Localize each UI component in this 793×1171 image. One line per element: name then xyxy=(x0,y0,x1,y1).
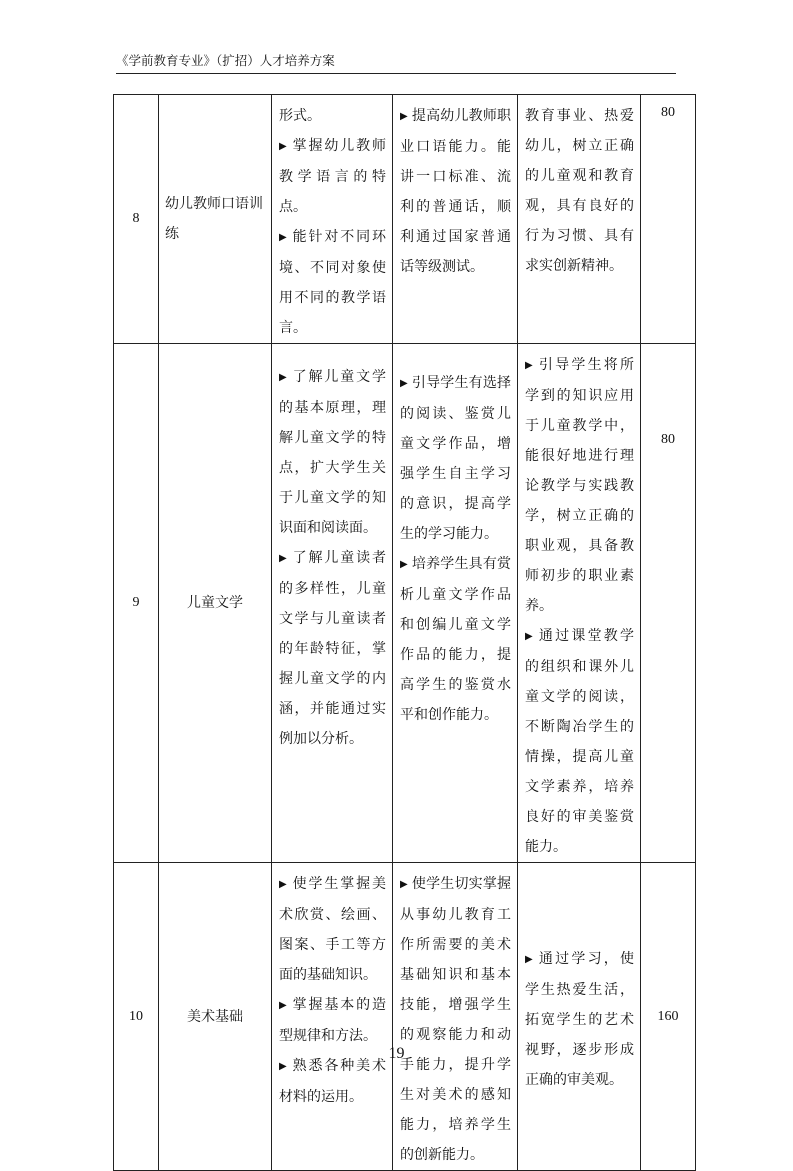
paragraph xyxy=(400,368,511,549)
table-row xyxy=(114,863,696,1171)
page-header xyxy=(116,52,676,74)
bullet-arrow-icon: ▶ xyxy=(279,553,287,564)
paragraph xyxy=(525,621,634,862)
bullet-arrow-icon: ▶ xyxy=(279,1061,287,1072)
bullet-arrow-icon: ▶ xyxy=(525,360,533,371)
bullet-arrow-icon: ▶ xyxy=(400,111,408,122)
paragraph-text: 掌握幼儿教师教学语言的特点。 xyxy=(279,138,386,215)
paragraph-text: 了解儿童文学的基本原理，理解儿童文学的特点，扩大学生关于儿童文学的知识面和阅读面。 xyxy=(279,369,386,536)
course-table xyxy=(113,94,696,1171)
paragraph xyxy=(279,222,386,343)
hours: 160 xyxy=(641,863,696,1171)
paragraph-text: 教育事业、热爱幼儿，树立正确的儿童观和教育观，具有良好的行为习惯、具有求实创新精神。 xyxy=(525,108,634,274)
hours: 80 xyxy=(641,95,696,344)
bullet-arrow-icon: ▶ xyxy=(279,372,287,383)
paragraph-text: 培养学生具有赏析儿童文学作品和创编儿童文学作品的能力，提高学生的鉴赏水平和创作能力。 xyxy=(400,556,511,723)
paragraph xyxy=(279,869,386,990)
table-row xyxy=(114,95,696,344)
paragraph-text: 掌握基本的造型规律和方法。 xyxy=(279,997,386,1044)
row-number: 10 xyxy=(114,863,159,1171)
paragraph xyxy=(525,350,634,621)
paragraph-text: 引导学生有选择的阅读、鉴赏儿童文学作品，增强学生自主学习的意识，提高学生的学习能力。 xyxy=(400,375,511,542)
ability-cell xyxy=(393,863,518,1171)
paragraph-text: 了解儿童读者的多样性，儿童文学与儿童读者的年龄特征，掌握儿童文学的内涵，并能通过实例加以分析。 xyxy=(279,550,386,747)
content-list xyxy=(272,344,392,754)
bullet-arrow-icon: ▶ xyxy=(279,232,287,243)
paragraph xyxy=(400,869,511,1170)
quality-cell xyxy=(518,344,641,863)
paragraph xyxy=(279,362,386,543)
row-number: 9 xyxy=(114,344,159,863)
bullet-arrow-icon: ▶ xyxy=(400,559,408,570)
bullet-arrow-icon: ▶ xyxy=(525,954,533,965)
content-list xyxy=(272,95,392,343)
course-name xyxy=(159,95,272,344)
paragraph-text: 通过课堂教学的组织和课外儿童文学的阅读，不断陶冶学生的情操，提高儿童文学素养，培养良好的审美鉴赏能力。 xyxy=(525,628,634,855)
page-number: 19 xyxy=(388,1045,405,1062)
ability-list xyxy=(393,344,517,730)
bullet-arrow-icon: ▶ xyxy=(279,879,287,890)
ability-cell xyxy=(393,95,518,344)
hours: 80 xyxy=(641,344,696,863)
ability-list xyxy=(393,95,517,282)
quality-list xyxy=(518,938,640,1095)
paragraph xyxy=(525,101,634,281)
content-cell xyxy=(272,95,393,344)
bullet-arrow-icon: ▶ xyxy=(279,141,287,152)
content-cell xyxy=(272,344,393,863)
header-title: 《学前教育专业》（扩招）人才培养方案 xyxy=(116,53,335,68)
ability-list xyxy=(393,863,517,1170)
content-list xyxy=(272,863,392,1112)
table-row xyxy=(114,344,696,863)
course-name-text: 幼儿教师口语训练 xyxy=(165,196,263,242)
course-name-text: 美术基础 xyxy=(187,1008,243,1025)
paragraph-text: 通过学习，使学生热爱生活，拓宽学生的艺术视野，逐步形成正确的审美观。 xyxy=(525,951,634,1088)
course-name-text: 儿童文学 xyxy=(187,595,243,611)
quality-cell xyxy=(518,95,641,344)
paragraph xyxy=(525,944,634,1095)
paragraph-text: 使学生掌握美术欣赏、绘画、图案、手工等方面的基础知识。 xyxy=(279,876,386,983)
content-cell xyxy=(272,863,393,1171)
bullet-arrow-icon: ▶ xyxy=(400,378,408,389)
paragraph xyxy=(279,990,386,1051)
row-number: 8 xyxy=(114,95,159,344)
quality-list xyxy=(518,344,640,862)
paragraph-text: 形式。 xyxy=(279,108,321,124)
paragraph xyxy=(279,101,386,131)
ability-cell xyxy=(393,344,518,863)
bullet-arrow-icon: ▶ xyxy=(279,1000,287,1011)
quality-list xyxy=(518,95,640,281)
paragraph xyxy=(279,131,386,222)
paragraph-text: 熟悉各种美术材料的运用。 xyxy=(279,1058,386,1105)
paragraph xyxy=(400,101,511,282)
course-name xyxy=(159,863,272,1171)
paragraph-text: 使学生切实掌握从事幼儿教育工作所需要的美术基础知识和基本技能，增强学生的观察能力和动手能力，提升学生对美术的感知能力，培养学生的创新能力。 xyxy=(400,876,511,1163)
paragraph-text: 提高幼儿教师职业口语能力。能讲一口标准、流利的普通话，顺利通过国家普通话等级测试。 xyxy=(400,108,511,275)
bullet-arrow-icon: ▶ xyxy=(400,879,408,890)
paragraph xyxy=(279,543,386,754)
quality-cell xyxy=(518,863,641,1171)
bullet-arrow-icon: ▶ xyxy=(525,631,533,642)
paragraph xyxy=(400,549,511,730)
paragraph-text: 引导学生将所学到的知识应用于儿童教学中，能很好地进行理论教学与实践教学，树立正确的职业观，具备教师初步的职业素养。 xyxy=(525,357,634,614)
paragraph-text: 能针对不同环境、不同对象使用不同的教学语言。 xyxy=(279,229,386,336)
course-name xyxy=(159,344,272,863)
